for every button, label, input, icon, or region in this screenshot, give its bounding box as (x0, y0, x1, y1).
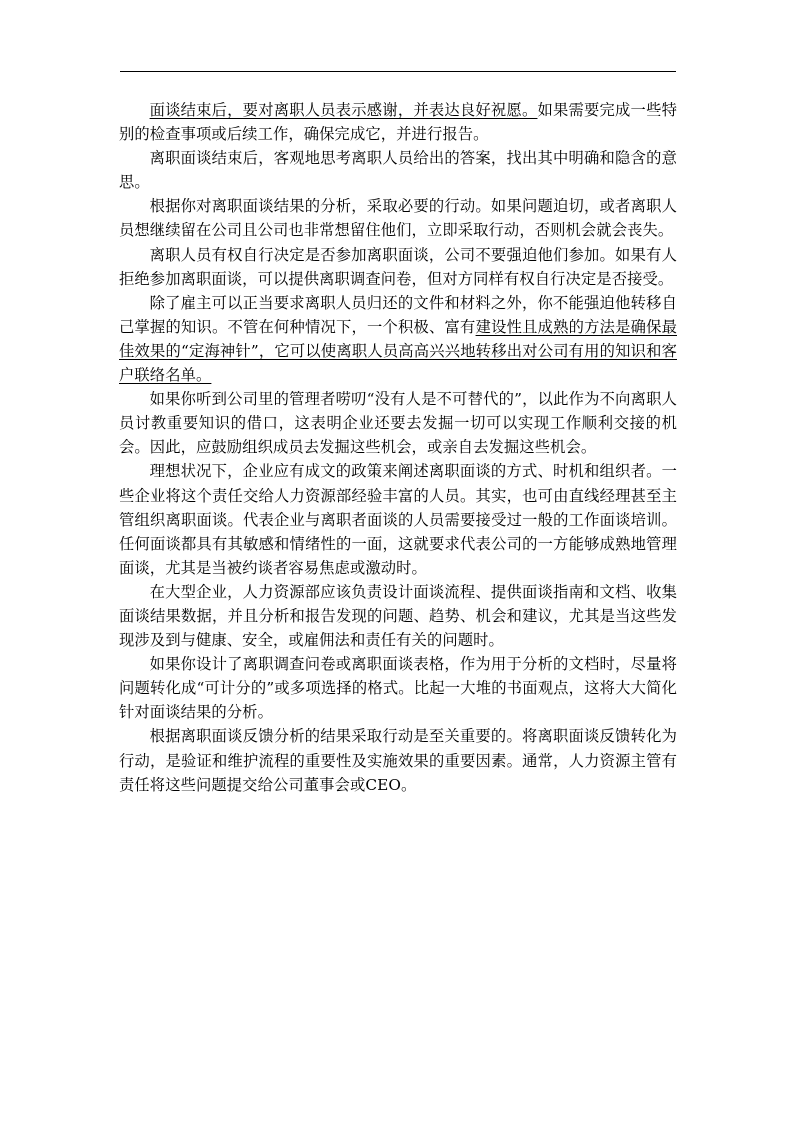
paragraph-5 (119, 291, 677, 387)
text-run: 离职人员有权自行决定是否参加离职面谈，公司不要强迫他们参加。如果有人拒绝参加离职面谈，可以提供离职调查问卷，但对方同样有权自行决定是否接受。 (119, 245, 677, 288)
text-run: 在大型企业，人力资源部应该负责设计面谈流程、提供面谈指南和文档、收集面谈结果数据，并且分析和报告发现的问题、趋势、机会和建议，尤其是当这些发现涉及到与健康、安全，或雇佣法和责任有关的问题时。 (119, 582, 677, 650)
document-body (119, 98, 677, 797)
text-run: 如果你听到公司里的管理者唠叨“没有人是不可替代的”，以此作为不向离职人员讨教重要知识的借口，这表明企业还要去发掘一切可以实现工作顺利交接的机会。因此，应鼓励组织成员去发掘这些机会，或亲自去发掘这些机会。 (119, 390, 677, 457)
text-run: 根据你对离职面谈结果的分析，采取必要的行动。如果问题迫切，或者离职人员想继续留在公司且公司也非常想留住他们，立即采取行动，否则机会就会丧失。 (119, 197, 677, 240)
paragraph-10 (119, 724, 677, 796)
text-run: 建设性且成熟的方法是确保最佳效果的“定海神针”，它可以使离职人员高高兴兴地转移出对公司有用的知识和客户联络名单。 (119, 317, 677, 385)
header-rule (120, 71, 676, 72)
text-run: 如果需要完成一些特别的检查事项或后续工作，确保完成它，并进行报告。 (119, 101, 677, 144)
paragraph-4 (119, 243, 677, 291)
text-run: 面谈结束后，要对离职人员表示感谢，并表达良好祝愿。 (149, 101, 538, 119)
text-run: 理想状况下，企业应有成文的政策来阐述离职面谈的方式、时机和组织者。一些企业将这个责任交给人力资源部经验丰富的人员。其实，也可由直线经理甚至主管组织离职面谈。代表企业与离职者面谈的人员需要接受过一般的工作面谈培训。任何面谈都具有其敏感和情绪性的一面，这就要求代表公司的一方能够成熟地管理面谈，尤其是当被约谈者容易焦虑或激动时。 (119, 462, 677, 577)
text-run: 离职面谈结束后，客观地思考离职人员给出的答案，找出其中明确和隐含的意思。 (119, 149, 677, 192)
paragraph-9 (119, 652, 677, 724)
paragraph-2 (119, 146, 677, 194)
paragraph-7 (119, 459, 677, 579)
paragraph-3 (119, 194, 677, 242)
paragraph-6 (119, 387, 677, 459)
paragraph-8 (119, 580, 677, 652)
text-run: 如果你设计了离职调查问卷或离职面谈表格，作为用于分析的文档时，尽量将问题转化成“可计分的”或多项选择的格式。比起一大堆的书面观点，这将大大简化针对面谈结果的分析。 (119, 655, 677, 722)
paragraph-1 (119, 98, 677, 146)
text-run: 根据离职面谈反馈分析的结果采取行动是至关重要的。将离职面谈反馈转化为行动，是验证和维护流程的重要性及实施效果的重要因素。通常，人力资源主管有责任将这些问题提交给公司董事会或CEO。 (119, 727, 677, 794)
text-run: 除了雇主可以正当要求离职人员归还的文件和材料之外，你不能强迫他转移自己掌握的知识。不管在何种情况下，一个积极、富有 (119, 293, 677, 336)
